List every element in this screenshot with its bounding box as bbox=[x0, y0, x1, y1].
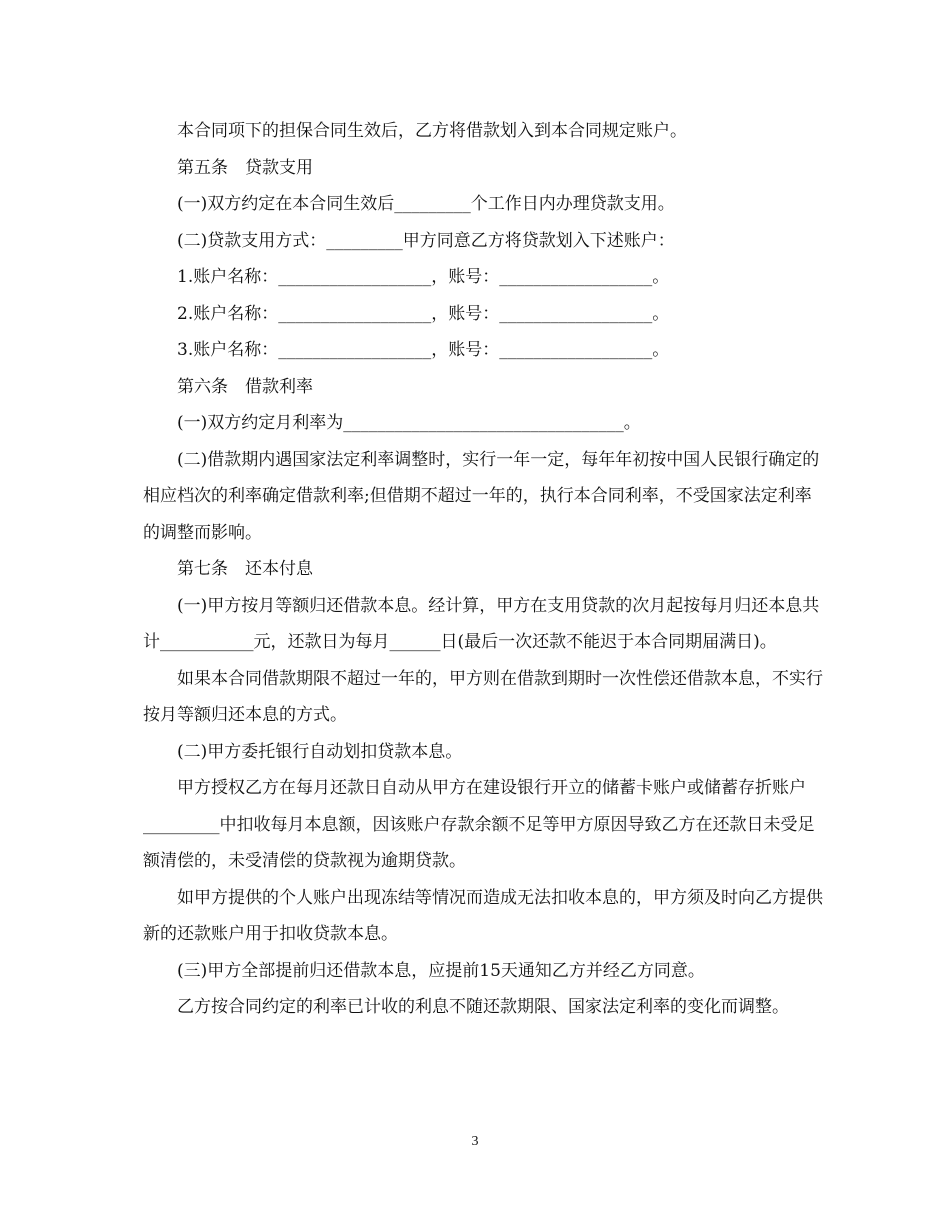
paragraph: 本合同项下的担保合同生效后，乙方将借款划入到本合同规定账户。 bbox=[177, 121, 687, 141]
section-heading: 第六条 借款利率 bbox=[177, 376, 313, 397]
paragraph: (三)甲方全部提前归还借款本息，应提前15天通知乙方并经乙方同意。 bbox=[177, 960, 705, 981]
paragraph: (二)借款期内遇国家法定利率调整时，实行一年一定，每年年初按中国人民银行确定的相应档次的利率确定借款利率;但借期不超过一年的，执行本合同利率，不受国家法定利率的调整而影响。 bbox=[143, 449, 820, 543]
paragraph: (一)甲方按月等额归还借款本息。经计算，甲方在支用贷款的次月起按每月归还本息共计___________元，还款日为每月______日(最后一次还款不能迟于本合同期届满日)。 bbox=[143, 595, 820, 652]
account-line: 2.账户名称：__________________，账号：__________________。 bbox=[177, 303, 670, 324]
section-heading: 第七条 还本付息 bbox=[177, 559, 313, 579]
page-number: 3 bbox=[471, 1134, 479, 1149]
paragraph: 如甲方提供的个人账户出现冻结等情况而造成无法扣收本息的，甲方须及时向乙方提供新的还款账户用于扣收贷款本息。 bbox=[143, 887, 823, 944]
paragraph: (二)甲方委托银行自动划扣贷款本息。 bbox=[177, 741, 463, 762]
document-body bbox=[143, 113, 823, 1026]
paragraph: (一)双方约定在本合同生效后_________个工作日内办理贷款支用。 bbox=[177, 194, 675, 214]
paragraph: 如果本合同借款期限不超过一年的，甲方则在借款到期时一次性偿还借款本息，不实行按月等额归还本息的方式。 bbox=[143, 668, 823, 725]
paragraph: 乙方按合同约定的利率已计收的利息不随还款期限、国家法定利率的变化而调整。 bbox=[177, 997, 789, 1017]
account-line: 3.账户名称：__________________，账号：__________________。 bbox=[177, 340, 670, 360]
paragraph: (一)双方约定月利率为_________________________________。 bbox=[177, 413, 641, 433]
paragraph: (二)贷款支用方式：_________甲方同意乙方将贷款划入下述账户： bbox=[177, 230, 675, 251]
account-line: 1.账户名称：__________________，账号：__________________。 bbox=[177, 267, 670, 287]
section-heading: 第五条 贷款支用 bbox=[177, 157, 313, 178]
paragraph: 甲方授权乙方在每月还款日自动从甲方在建设银行开立的储蓄卡账户或储蓄存折账户_________中扣收每月本息额，因该账户存款余额不足等甲方原因导致乙方在还款日未受足额清偿的，未受清偿的贷款视为逾期贷款。 bbox=[143, 778, 815, 871]
